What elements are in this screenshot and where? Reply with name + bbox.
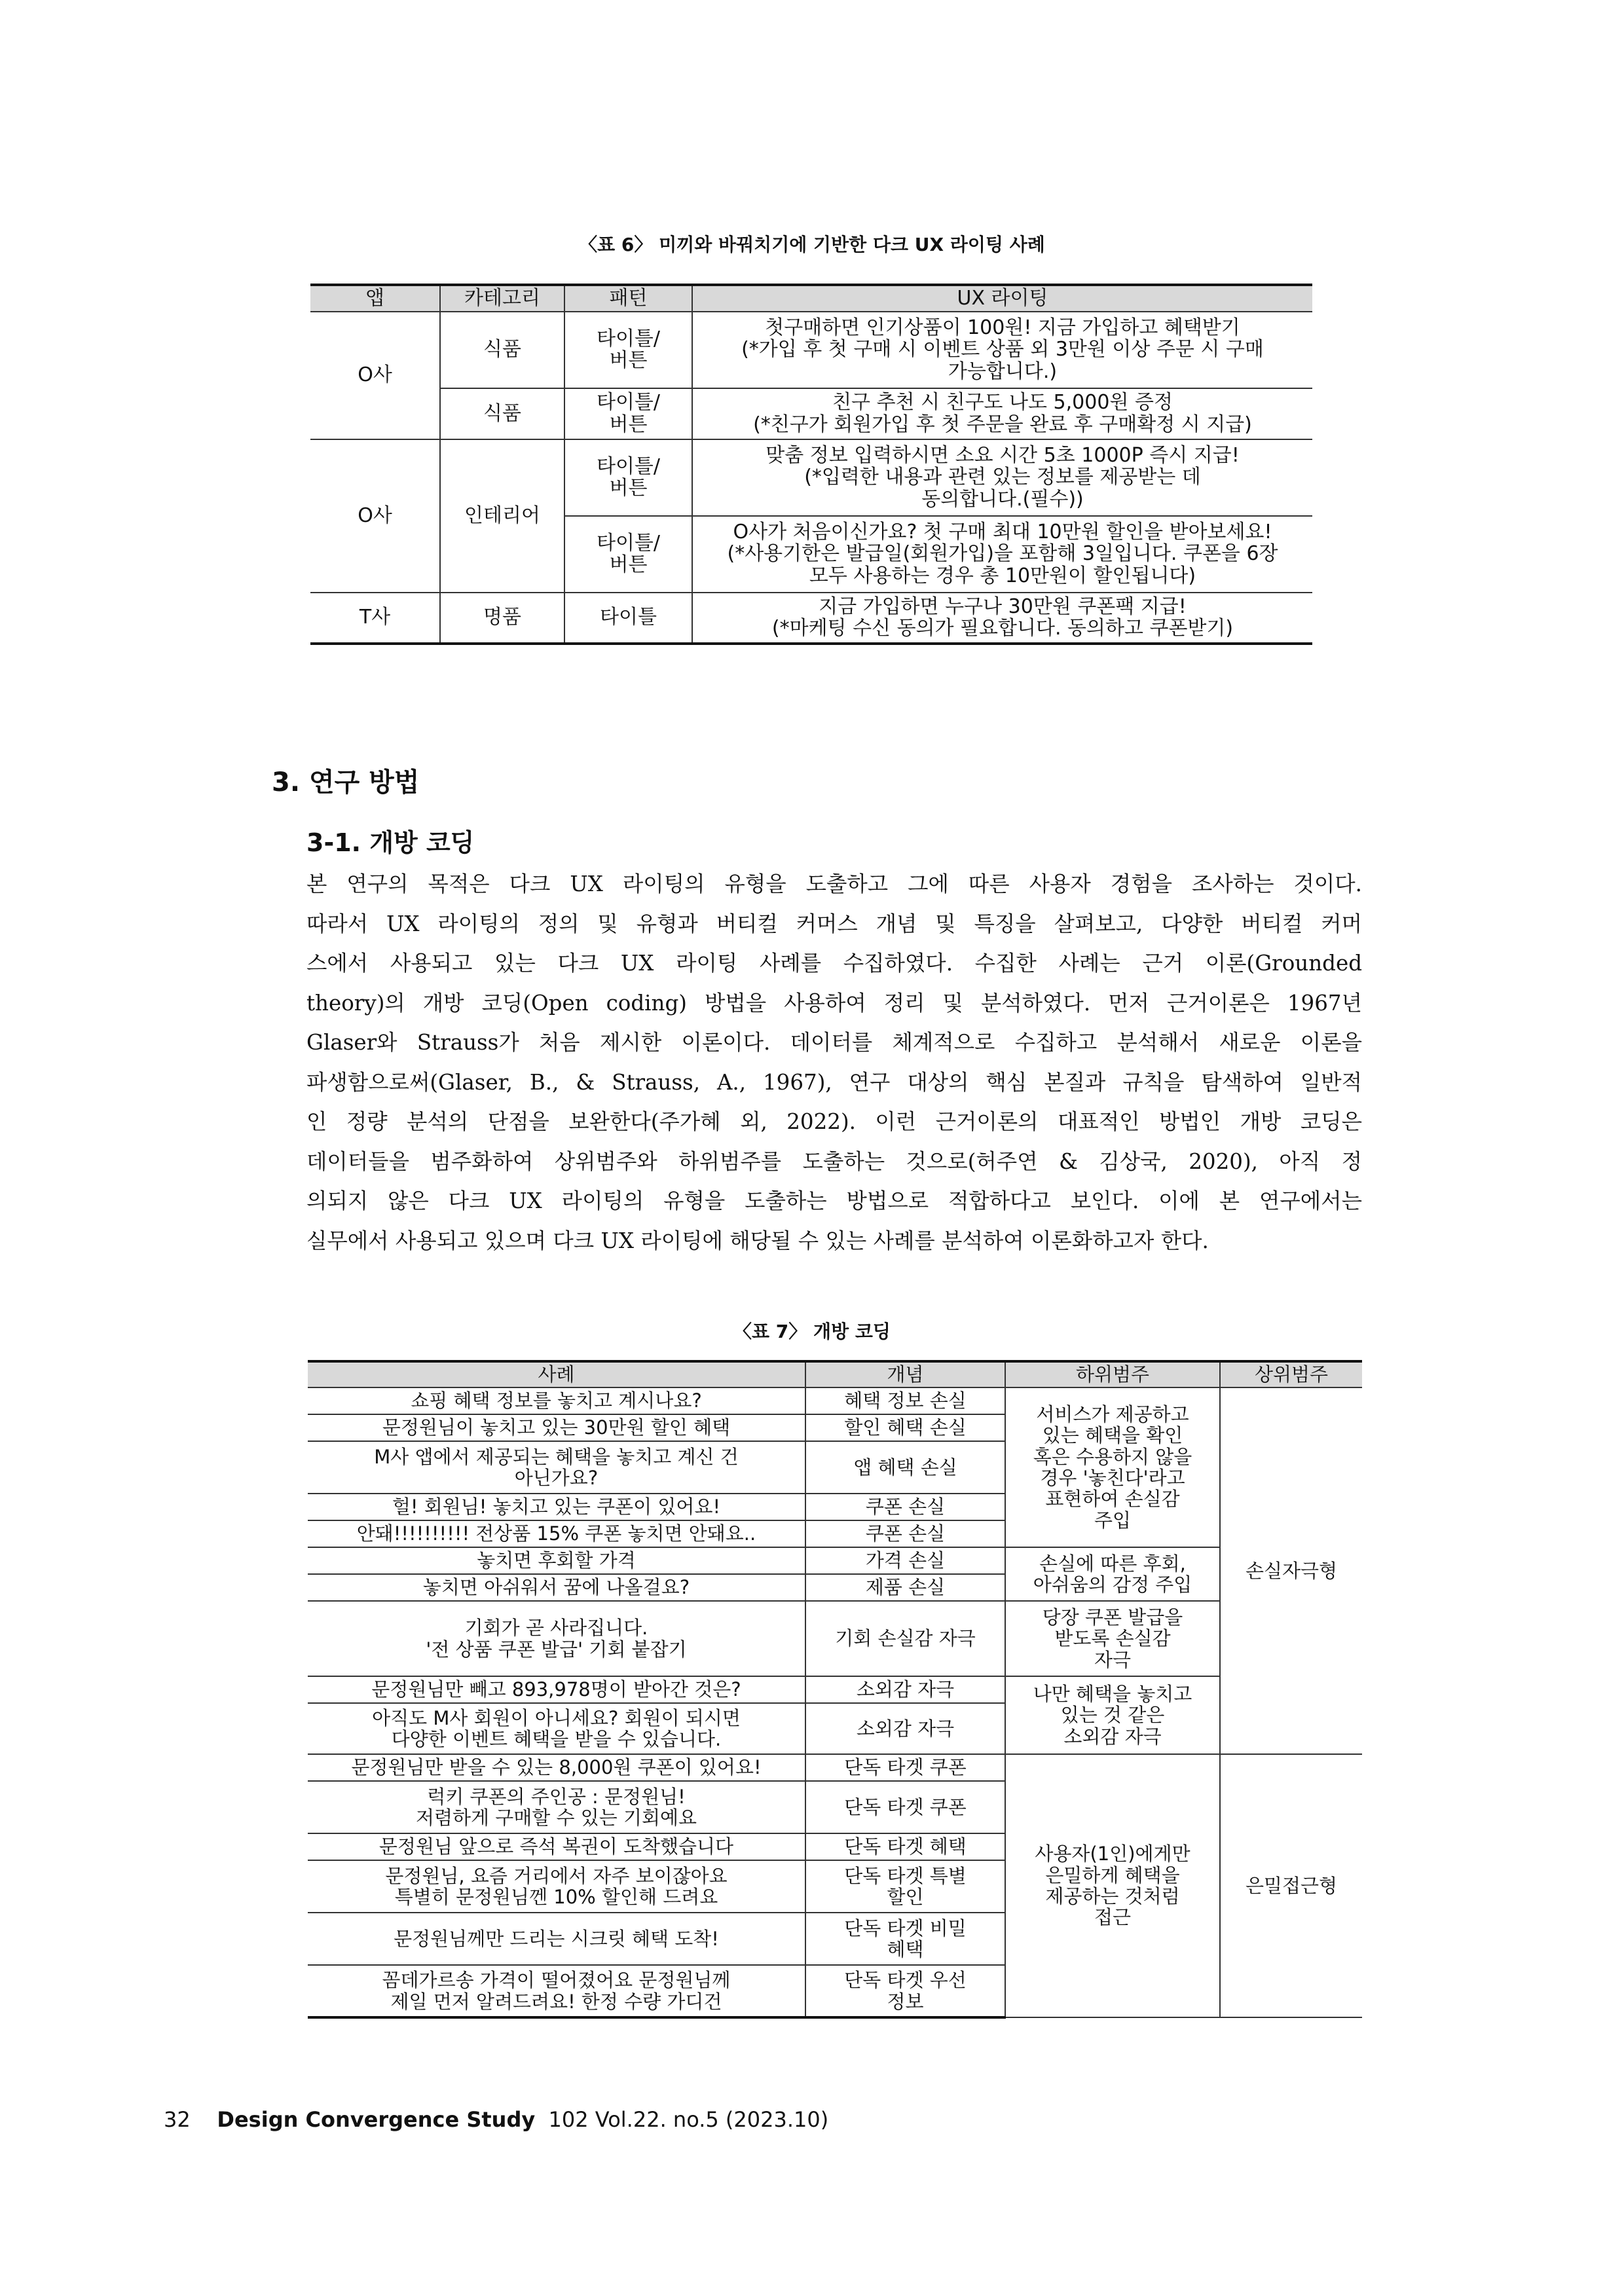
cell-line: 자극 xyxy=(1094,1648,1132,1671)
category-cell: 손실자극형 xyxy=(1220,1387,1362,1754)
cell-line: 정보 xyxy=(887,1990,924,2013)
cell-line: 저렴하게 구매할 수 있는 기회예요 xyxy=(415,1807,697,1829)
cell-line: 친구 추천 시 친구도 나도 5,000원 증정 xyxy=(832,391,1173,414)
cell-line: 은밀하게 혜택을 xyxy=(1045,1864,1180,1886)
paragraph-line: 본 연구의 목적은 다크 UX 라이팅의 유형을 도출하고 그에 따른 사용자 경험을 조사하는 것이다. xyxy=(306,872,1362,896)
cell-line: 럭키 쿠폰의 주인공 : 문정원님! xyxy=(427,1785,686,1808)
cell-line: 경우 '놓친다'라고 xyxy=(1040,1467,1185,1489)
cell-line: (*입력한 내용과 관련 있는 정보를 제공받는 데 xyxy=(804,466,1201,489)
concept-cell: 할인 혜택 손실 xyxy=(805,1414,1005,1441)
pattern-cell xyxy=(564,439,692,516)
writing-cell xyxy=(692,516,1312,593)
table7-header: 개념 xyxy=(805,1361,1005,1387)
case-cell xyxy=(308,1441,805,1494)
concept-cell: 앱 혜택 손실 xyxy=(805,1441,1005,1494)
cell-line: 타이틀 xyxy=(600,606,657,629)
writing-cell xyxy=(692,388,1312,439)
case-cell: 헐! 회원님! 놓치고 있는 쿠폰이 있어요! xyxy=(308,1494,805,1520)
case-cell: 문정원님만 빼고 893,978명이 받아간 것은? xyxy=(308,1676,805,1703)
cell-line: 기회가 곧 사라집니다. xyxy=(464,1617,648,1640)
table6-header: 패턴 xyxy=(564,285,692,312)
paragraph-line: theory)의 개방 코딩(Open coding) 방법을 사용하여 정리 및 분석하였다. 먼저 근거이론은 1967년 xyxy=(306,990,1362,1016)
body-paragraph xyxy=(306,864,1362,1260)
cell-line: 혹은 수용하지 않을 xyxy=(1033,1445,1192,1468)
concept-cell xyxy=(805,1913,1005,1965)
paragraph-line: 파생함으로써(Glaser, B., & Strauss, A., 1967), 연구 대상의 핵심 본질과 규칙을 탐색하여 일반적 xyxy=(306,1069,1362,1095)
cell-line: 있는 혜택을 확인 xyxy=(1042,1424,1183,1447)
cell-line: 타이틀/ xyxy=(596,391,661,414)
table6-header: 앱 xyxy=(310,285,440,312)
table7-header: 사례 xyxy=(308,1361,805,1387)
cell-line: 버튼 xyxy=(609,413,648,436)
cell-line: 주입 xyxy=(1094,1509,1132,1532)
writing-cell xyxy=(692,312,1312,388)
subcategory-cell xyxy=(1005,1676,1220,1754)
section-heading: 3. 연구 방법 xyxy=(272,767,420,798)
concept-cell: 소외감 자극 xyxy=(805,1676,1005,1703)
cell-line: 타이틀/ xyxy=(596,454,661,478)
case-cell: 문정원님 앞으로 즉석 복권이 도착했습니다 xyxy=(308,1833,805,1860)
table6-header: 카테고리 xyxy=(440,285,564,312)
category-cell: 은밀접근형 xyxy=(1220,1754,1362,2017)
table7-caption: 〈표 7〉 개방 코딩 xyxy=(733,1321,891,1342)
cell-line: 꼼데가르송 가격이 떨어졌어요 문정원님께 xyxy=(382,1969,731,1992)
cell-line: 타이틀/ xyxy=(596,327,661,350)
case-cell: 문정원님이 놓치고 있는 30만원 할인 혜택 xyxy=(308,1414,805,1441)
category-cell: 명품 xyxy=(440,593,564,644)
concept-cell: 기회 손실감 자극 xyxy=(805,1601,1005,1676)
app-cell: O사 xyxy=(310,312,440,439)
cell-line: 아닌가요? xyxy=(514,1467,599,1489)
concept-cell: 가격 손실 xyxy=(805,1547,1005,1574)
cell-line: 지금 가입하면 누구나 30만원 쿠폰팩 지급! xyxy=(819,595,1187,618)
pattern-cell xyxy=(564,312,692,388)
cell-line: 받도록 손실감 xyxy=(1054,1627,1171,1650)
concept-cell: 단독 타겟 혜택 xyxy=(805,1833,1005,1860)
journal-title: Design Convergence Study xyxy=(217,2107,536,2132)
case-cell xyxy=(308,1860,805,1913)
cell-line: 표현하여 손실감 xyxy=(1045,1488,1180,1511)
cell-line: 제공하는 것처럼 xyxy=(1045,1885,1180,1907)
cell-line: (*마케팅 수신 동의가 필요합니다. 동의하고 쿠폰받기) xyxy=(771,617,1234,640)
category-cell: 인테리어 xyxy=(440,439,564,593)
table-row xyxy=(308,1676,1362,1703)
concept-cell: 소외감 자극 xyxy=(805,1703,1005,1754)
cell-line: 다양한 이벤트 혜택을 받을 수 있습니다. xyxy=(391,1728,722,1750)
cell-line: '전 상품 쿠폰 발급' 기회 붙잡기 xyxy=(426,1638,687,1661)
app-cell: T사 xyxy=(310,593,440,644)
cell-line: 혜택 xyxy=(887,1938,924,1960)
paragraph-line: 의되지 않은 다크 UX 라이팅의 유형을 도출하는 방법으로 적합하다고 보인다. 이에 본 연구에서는 xyxy=(306,1188,1362,1213)
cell-line: 타이틀/ xyxy=(596,531,661,555)
table-row xyxy=(310,388,1312,439)
table6 xyxy=(310,284,1312,645)
paragraph-line: 스에서 사용되고 있는 다크 UX 라이팅 사례를 수집하였다. 수집한 사례는 근거 이론(Grounded xyxy=(306,951,1362,976)
cell-line: 단독 타겟 우선 xyxy=(844,1969,967,1992)
concept-cell: 쿠폰 손실 xyxy=(805,1494,1005,1520)
subcategory-cell xyxy=(1005,1387,1220,1547)
paragraph-line: 따라서 UX 라이팅의 정의 및 유형과 버티컬 커머스 개념 및 특징을 살펴보고, 다양한 버티컬 커머 xyxy=(306,911,1362,936)
table-row xyxy=(308,1754,1362,1781)
subcategory-cell xyxy=(1005,1547,1220,1601)
table7-header: 상위범주 xyxy=(1220,1361,1362,1387)
issue-info: 102 Vol.22. no.5 (2023.10) xyxy=(548,2107,829,2132)
cell-line: M사 앱에서 제공되는 혜택을 놓치고 계신 건 xyxy=(374,1445,739,1468)
case-cell xyxy=(308,1703,805,1754)
cell-line: 사용자(1인)에게만 xyxy=(1035,1843,1190,1865)
table-row xyxy=(310,593,1312,644)
cell-line: 아쉬움의 감정 주입 xyxy=(1033,1573,1192,1596)
subcategory-cell xyxy=(1005,1601,1220,1676)
cell-line: (*사용기한은 발급일(회원가입)을 포함해 3일입니다. 쿠폰을 6장 xyxy=(727,542,1278,566)
cell-line: 버튼 xyxy=(609,477,648,500)
cell-line: 버튼 xyxy=(609,349,648,373)
concept-cell xyxy=(805,1860,1005,1913)
case-cell: 문정원님께만 드리는 시크릿 혜택 도착! xyxy=(308,1913,805,1965)
writing-cell xyxy=(692,439,1312,516)
concept-cell: 단독 타겟 쿠폰 xyxy=(805,1754,1005,1781)
case-cell: 놓치면 아쉬워서 꿈에 나올걸요? xyxy=(308,1574,805,1601)
pattern-cell xyxy=(564,593,692,644)
category-cell: 식품 xyxy=(440,388,564,439)
case-cell: 안돼!!!!!!!!!! 전상품 15% 쿠폰 놓치면 안돼요.. xyxy=(308,1520,805,1547)
table-row xyxy=(308,1387,1362,1414)
case-cell: 놓치면 후회할 가격 xyxy=(308,1547,805,1574)
cell-line: 맞춤 정보 입력하시면 소요 시간 5초 1000P 즉시 지급! xyxy=(766,443,1240,467)
category-cell: 식품 xyxy=(440,312,564,388)
cell-line: 소외감 자극 xyxy=(1063,1725,1162,1748)
table-row xyxy=(308,1547,1362,1574)
page-number: 32 xyxy=(164,2107,191,2132)
table-row xyxy=(308,1601,1362,1676)
paragraph-line: 데이터들을 범주화하여 상위범주와 하위범주를 도출하는 것으로(허주연 & 김상국, 2020), 아직 정 xyxy=(306,1148,1362,1174)
case-cell: 쇼핑 혜택 정보를 놓치고 계시나요? xyxy=(308,1387,805,1414)
table7 xyxy=(308,1360,1362,2019)
cell-line: 손실에 따른 후회, xyxy=(1039,1552,1186,1575)
app-cell: O사 xyxy=(310,439,440,593)
cell-line: 동의합니다.(필수)) xyxy=(921,487,1084,511)
pattern-cell xyxy=(564,388,692,439)
case-cell xyxy=(308,1601,805,1676)
paragraph-line: 실무에서 사용되고 있으며 다크 UX 라이팅에 해당될 수 있는 사례를 분석하여 이론화하고자 한다. xyxy=(306,1228,1209,1253)
concept-cell: 단독 타겟 쿠폰 xyxy=(805,1781,1005,1833)
concept-cell: 혜택 정보 손실 xyxy=(805,1387,1005,1414)
cell-line: 문정원님, 요즘 거리에서 자주 보이잖아요 xyxy=(385,1864,728,1887)
case-cell xyxy=(308,1781,805,1833)
concept-cell: 제품 손실 xyxy=(805,1574,1005,1601)
cell-line: 나만 혜택을 놓치고 xyxy=(1033,1682,1192,1705)
cell-line: 당장 쿠폰 발급을 xyxy=(1042,1606,1183,1628)
cell-line: 아직도 M사 회원이 아니세요? 회원이 되시면 xyxy=(372,1706,741,1729)
cell-line: 서비스가 제공하고 xyxy=(1036,1403,1189,1425)
paragraph-line: 인 정량 분석의 단점을 보완한다(주가혜 외, 2022). 이런 근거이론의 대표적인 방법인 개방 코딩은 xyxy=(306,1109,1362,1134)
subsection-heading: 3-1. 개방 코딩 xyxy=(306,828,475,857)
cell-line: 단독 타겟 비밀 xyxy=(844,1917,967,1939)
writing-cell xyxy=(692,593,1312,644)
cell-line: 버튼 xyxy=(609,553,648,577)
cell-line: 단독 타겟 특별 xyxy=(844,1864,967,1887)
cell-line: 가능합니다.) xyxy=(948,359,1058,383)
concept-cell xyxy=(805,1965,1005,2017)
cell-line: 특별히 문정원님껜 10% 할인해 드려요 xyxy=(394,1886,718,1908)
cell-line: 접근 xyxy=(1094,1906,1132,1929)
cell-line: 할인 xyxy=(887,1886,924,1908)
cell-line: 첫구매하면 인기상품이 100원! 지금 가입하고 혜택받기 xyxy=(765,316,1240,339)
page-footer xyxy=(164,2107,828,2132)
pattern-cell xyxy=(564,516,692,593)
cell-line: (*가입 후 첫 구매 시 이벤트 상품 외 3만원 이상 주문 시 구매 xyxy=(741,338,1264,361)
table6-caption: 〈표 6〉 미끼와 바꿔치기에 기반한 다크 UX 라이팅 사례 xyxy=(579,234,1045,255)
cell-line: (*친구가 회원가입 후 첫 주문을 완료 후 구매확정 시 지급) xyxy=(753,413,1252,436)
paragraph-line: Glaser와 Strauss가 처음 제시한 이론이다. 데이터를 체계적으로 수집하고 분석해서 새로운 이론을 xyxy=(306,1030,1362,1055)
table-row xyxy=(310,312,1312,388)
cell-line: O사가 처음이신가요? 첫 구매 최대 10만원 할인을 받아보세요! xyxy=(733,520,1272,543)
table6-header: UX 라이팅 xyxy=(692,285,1312,312)
case-cell xyxy=(308,1965,805,2017)
table-row xyxy=(310,439,1312,516)
cell-line: 모두 사용하는 경우 총 10만원이 할인됩니다) xyxy=(809,564,1196,587)
cell-line: 있는 것 같은 xyxy=(1060,1704,1165,1727)
cell-line: 제일 먼저 알려드려요! 한정 수량 가디건 xyxy=(390,1990,722,2013)
case-cell: 문정원님만 받을 수 있는 8,000원 쿠폰이 있어요! xyxy=(308,1754,805,1781)
table7-header: 하위범주 xyxy=(1005,1361,1220,1387)
concept-cell: 쿠폰 손실 xyxy=(805,1520,1005,1547)
subcategory-cell xyxy=(1005,1754,1220,2017)
